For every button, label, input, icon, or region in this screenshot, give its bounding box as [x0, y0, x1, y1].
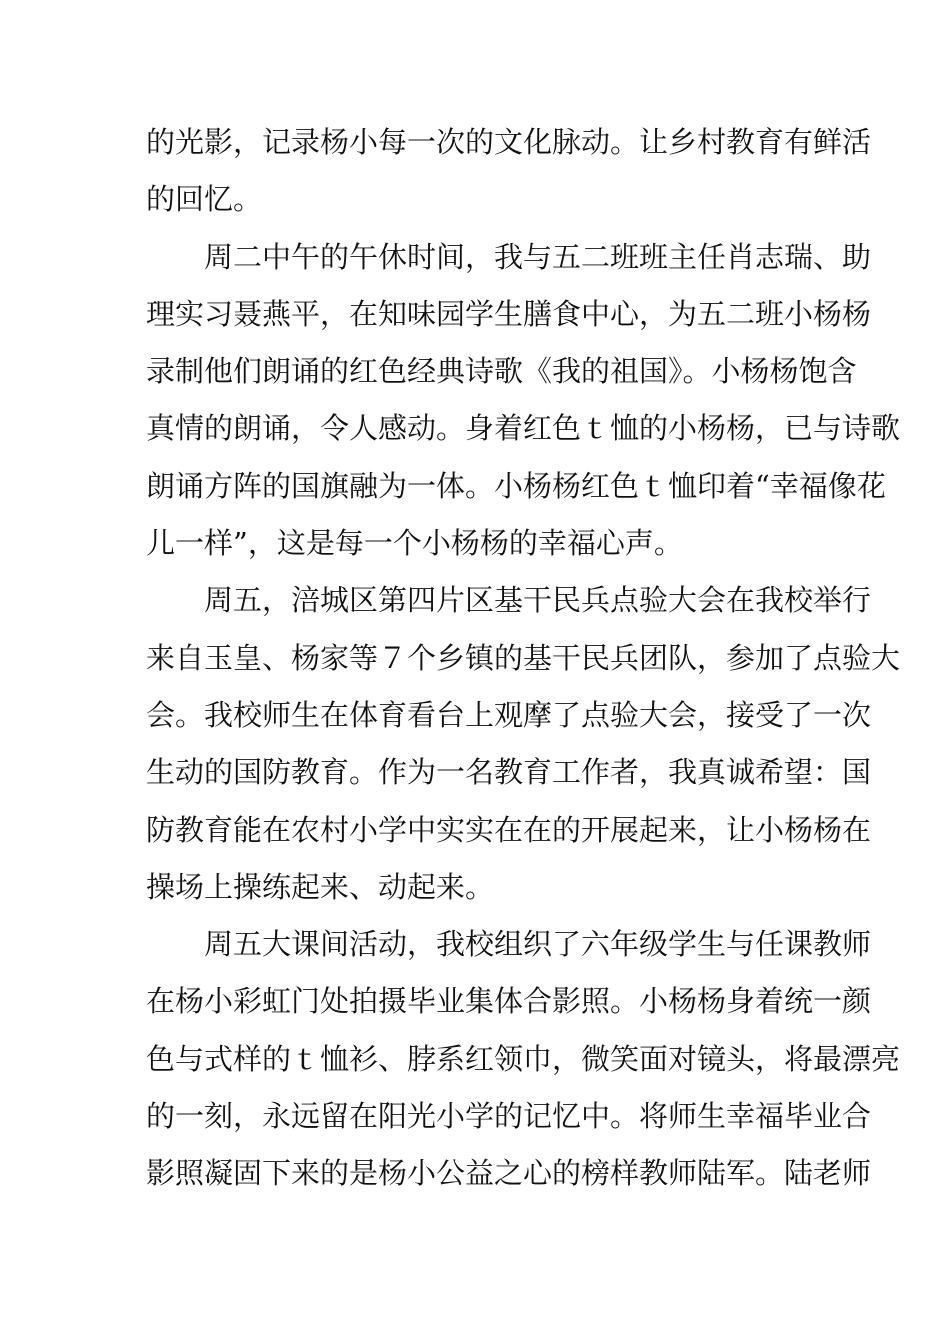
paragraph-first-line: 周二中午的午休时间，我与五二班班主任肖志瑞、助	[204, 239, 872, 274]
document-body	[146, 114, 901, 1203]
text-line: 操场上操练起来、动起来。	[146, 869, 495, 904]
text-line: 生动的国防教育。作为一名教育工作者，我真诚希望：国	[146, 755, 872, 790]
text-line: 影照凝固下来的是杨小公益之心的榜样教师陆军。陆老师	[146, 1156, 872, 1191]
paragraph-first-line: 周五大课间活动，我校组织了六年级学生与任课教师	[204, 927, 872, 962]
text-line: 录制他们朗诵的红色经典诗歌《我的祖国》。小杨杨饱含	[146, 354, 857, 389]
text-line: 朗诵方阵的国旗融为一体。小杨杨红色ｔ恤印着“幸福像花	[146, 468, 886, 503]
text-line: 真情的朗诵，令人感动。身着红色ｔ恤的小杨杨，已与诗歌	[146, 411, 901, 446]
text-line: 儿一样”，这是每一个小杨杨的幸福心声。	[146, 526, 683, 561]
text-line: 的回忆。	[146, 182, 263, 217]
text-line: 的一刻，永远留在阳光小学的记忆中。将师生幸福毕业合	[146, 1099, 872, 1134]
text-line: 理实习聂燕平，在知味园学生膳食中心，为五二班小杨杨	[146, 296, 872, 331]
text-line: 色与式样的ｔ恤衫、脖系红领巾，微笑面对镜头，将最漂亮	[146, 1041, 901, 1076]
text-line: 在杨小彩虹门处拍摄毕业集体合影照。小杨杨身着统一颜	[146, 984, 872, 1019]
text-line: 会。我校师生在体育看台上观摩了点验大会，接受了一次	[146, 697, 872, 732]
paragraph-first-line: 周五，涪城区第四片区基干民兵点验大会在我校举行	[204, 583, 872, 618]
text-line: 的光影，记录杨小每一次的文化脉动。让乡村教育有鲜活	[146, 125, 872, 159]
text-line: 来自玉皇、杨家等７个乡镇的基干民兵团队，参加了点验大	[146, 640, 901, 675]
text-line: 防教育能在农村小学中实实在在的开展起来，让小杨杨在	[146, 812, 872, 847]
